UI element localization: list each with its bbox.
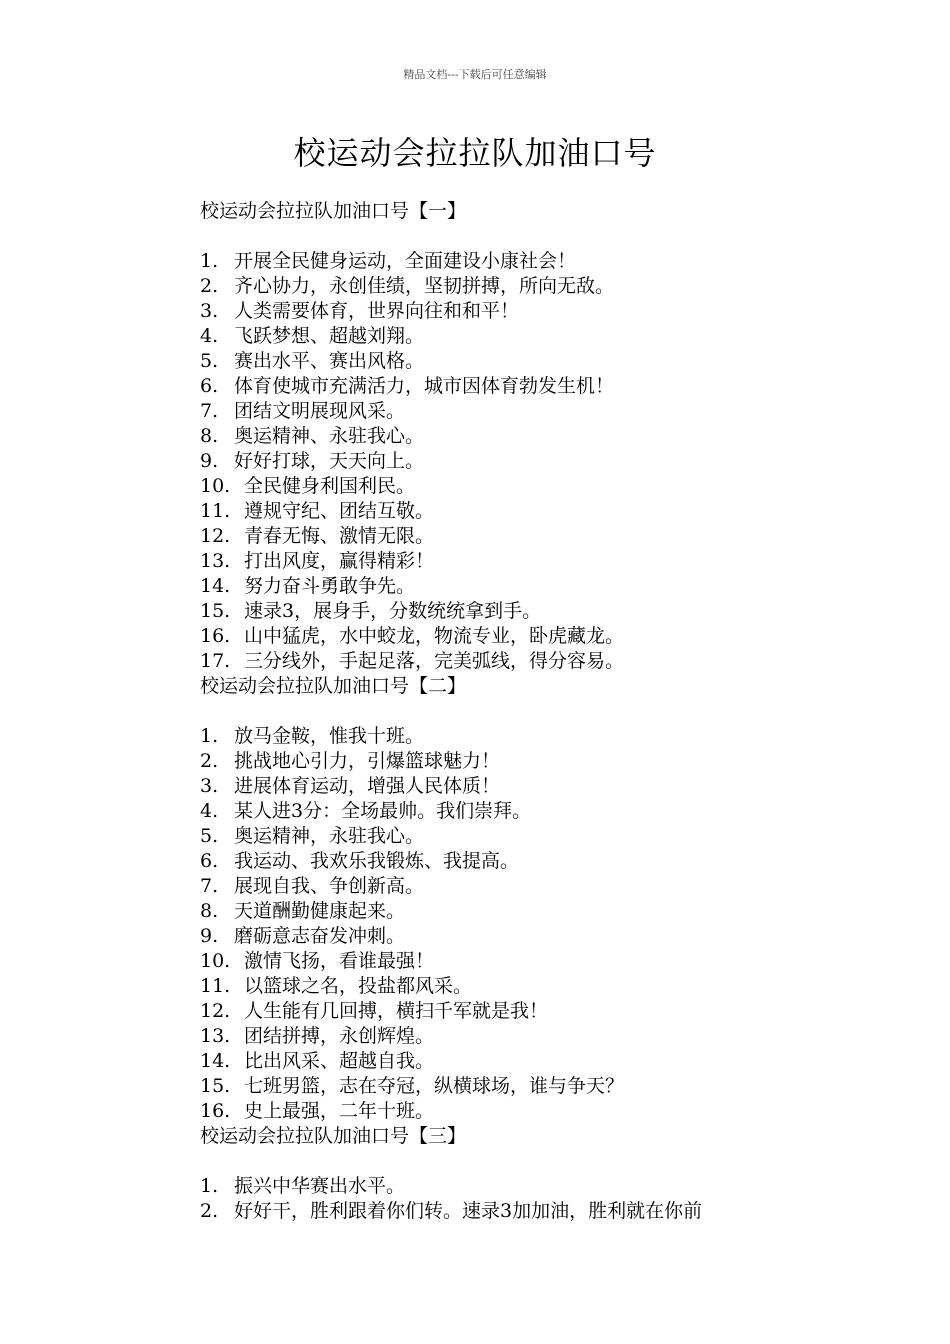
item-number: 2. — [200, 750, 219, 772]
item-text: 山中猛虎，水中蛟龙，物流专业，卧虎藏龙。 — [244, 625, 625, 647]
list-item — [200, 474, 920, 499]
item-number: 1. — [200, 725, 219, 747]
list-item — [200, 599, 920, 624]
item-number: 10. — [200, 475, 231, 497]
section-2 — [200, 674, 920, 1124]
section-3 — [200, 1124, 920, 1224]
list-item — [200, 899, 920, 924]
item-text: 打出风度，赢得精彩！ — [244, 550, 435, 572]
item-number: 9. — [200, 925, 219, 947]
item-number: 2. — [200, 1200, 219, 1222]
item-text: 奥运精神，永驻我心。 — [234, 825, 425, 847]
list-item — [200, 249, 920, 274]
item-number: 2. — [200, 275, 219, 297]
item-text: 团结文明展现风采。 — [234, 400, 406, 422]
item-text: 某人进3分：全场最帅。我们崇拜。 — [234, 800, 532, 822]
item-number: 12. — [200, 1000, 231, 1022]
list-item — [200, 849, 920, 874]
page-header: 精品文档---下载后可任意编辑 — [403, 68, 547, 81]
list-item — [200, 749, 920, 774]
list-item — [200, 274, 920, 299]
item-text: 体育使城市充满活力，城市因体育勃发生机！ — [234, 375, 615, 397]
item-number: 5. — [200, 825, 219, 847]
item-text: 飞跃梦想、超越刘翔。 — [234, 325, 425, 347]
list-item — [200, 1199, 920, 1224]
item-number: 14. — [200, 575, 231, 597]
item-text: 努力奋斗勇敢争先。 — [244, 575, 416, 597]
section-heading: 校运动会拉拉队加油口号【一】 — [200, 200, 467, 222]
item-number: 3. — [200, 300, 219, 322]
item-number: 12. — [200, 525, 231, 547]
item-text: 全民健身利国利民。 — [244, 475, 416, 497]
item-text: 好好打球，天天向上。 — [234, 450, 425, 472]
list-item — [200, 374, 920, 399]
item-text: 遵规守纪、团结互敬。 — [244, 500, 435, 522]
item-number: 16. — [200, 625, 231, 647]
list-item — [200, 999, 920, 1024]
list-item — [200, 974, 920, 999]
list-item — [200, 549, 920, 574]
list-item — [200, 499, 920, 524]
item-number: 14. — [200, 1050, 231, 1072]
list-item — [200, 874, 920, 899]
item-number: 16. — [200, 1100, 231, 1122]
item-text: 振兴中华赛出水平。 — [234, 1175, 406, 1197]
list-item — [200, 624, 920, 649]
item-text: 激情飞扬，看谁最强！ — [244, 950, 435, 972]
item-number: 3. — [200, 775, 219, 797]
item-text: 三分线外，手起足落，完美弧线，得分容易。 — [244, 650, 625, 672]
list-item — [200, 1024, 920, 1049]
item-number: 11. — [200, 500, 231, 522]
section-heading: 校运动会拉拉队加油口号【三】 — [200, 1125, 467, 1147]
item-text: 史上最强，二年十班。 — [244, 1100, 435, 1122]
list-item — [200, 574, 920, 599]
item-number: 6. — [200, 850, 219, 872]
list-item — [200, 774, 920, 799]
item-number: 4. — [200, 325, 219, 347]
item-number: 8. — [200, 900, 219, 922]
document-title: 校运动会拉拉队加油口号 — [293, 134, 657, 172]
list-item — [200, 824, 920, 849]
item-text: 磨砺意志奋发冲刺。 — [234, 925, 406, 947]
item-text: 放马金鞍，惟我十班。 — [234, 725, 425, 747]
item-text: 七班男篮，志在夺冠，纵横球场，谁与争天？ — [244, 1075, 625, 1097]
list-item — [200, 1074, 920, 1099]
item-text: 挑战地心引力，引爆篮球魅力！ — [234, 750, 501, 772]
item-number: 8. — [200, 425, 219, 447]
list-item — [200, 724, 920, 749]
item-number: 17. — [200, 650, 231, 672]
list-item — [200, 449, 920, 474]
list-item — [200, 324, 920, 349]
item-text: 人类需要体育，世界向往和和平！ — [234, 300, 520, 322]
section-heading: 校运动会拉拉队加油口号【二】 — [200, 675, 467, 697]
item-number: 9. — [200, 450, 219, 472]
item-text: 速录3，展身手，分数统统拿到手。 — [244, 600, 542, 622]
list-item — [200, 1174, 920, 1199]
list-item — [200, 299, 920, 324]
list-item — [200, 349, 920, 374]
list-item — [200, 1099, 920, 1124]
item-number: 13. — [200, 550, 231, 572]
item-text: 赛出水平、赛出风格。 — [234, 350, 425, 372]
item-text: 齐心协力，永创佳绩，坚韧拼搏，所向无敌。 — [234, 275, 615, 297]
list-item — [200, 649, 920, 674]
list-item — [200, 1049, 920, 1074]
item-text: 以篮球之名，投盐都风采。 — [244, 975, 473, 997]
item-number: 13. — [200, 1025, 231, 1047]
list-item — [200, 424, 920, 449]
item-text: 好好干，胜利跟着你们转。速录3加加油，胜利就在你前 — [234, 1200, 703, 1222]
item-text: 比出风采、超越自我。 — [244, 1050, 435, 1072]
item-number: 7. — [200, 400, 219, 422]
item-number: 4. — [200, 800, 219, 822]
list-item — [200, 524, 920, 549]
item-text: 展现自我、争创新高。 — [234, 875, 425, 897]
section-1 — [200, 199, 920, 674]
item-number: 6. — [200, 375, 219, 397]
item-number: 15. — [200, 1075, 231, 1097]
item-text: 进展体育运动，增强人民体质！ — [234, 775, 501, 797]
item-number: 15. — [200, 600, 231, 622]
item-text: 我运动、我欢乐我锻炼、我提高。 — [234, 850, 520, 872]
item-number: 1. — [200, 250, 219, 272]
document-body — [200, 199, 920, 1224]
item-number: 7. — [200, 875, 219, 897]
item-number: 1. — [200, 1175, 219, 1197]
item-text: 人生能有几回搏，横扫千军就是我！ — [244, 1000, 549, 1022]
item-text: 奥运精神、永驻我心。 — [234, 425, 425, 447]
item-text: 天道酬勤健康起来。 — [234, 900, 406, 922]
list-item — [200, 924, 920, 949]
list-item — [200, 799, 920, 824]
item-text: 团结拼搏，永创辉煌。 — [244, 1025, 435, 1047]
item-number: 5. — [200, 350, 219, 372]
item-text: 青春无悔、激情无限。 — [244, 525, 435, 547]
list-item — [200, 949, 920, 974]
item-number: 10. — [200, 950, 231, 972]
item-text: 开展全民健身运动，全面建设小康社会！ — [234, 250, 577, 272]
item-number: 11. — [200, 975, 231, 997]
list-item — [200, 399, 920, 424]
